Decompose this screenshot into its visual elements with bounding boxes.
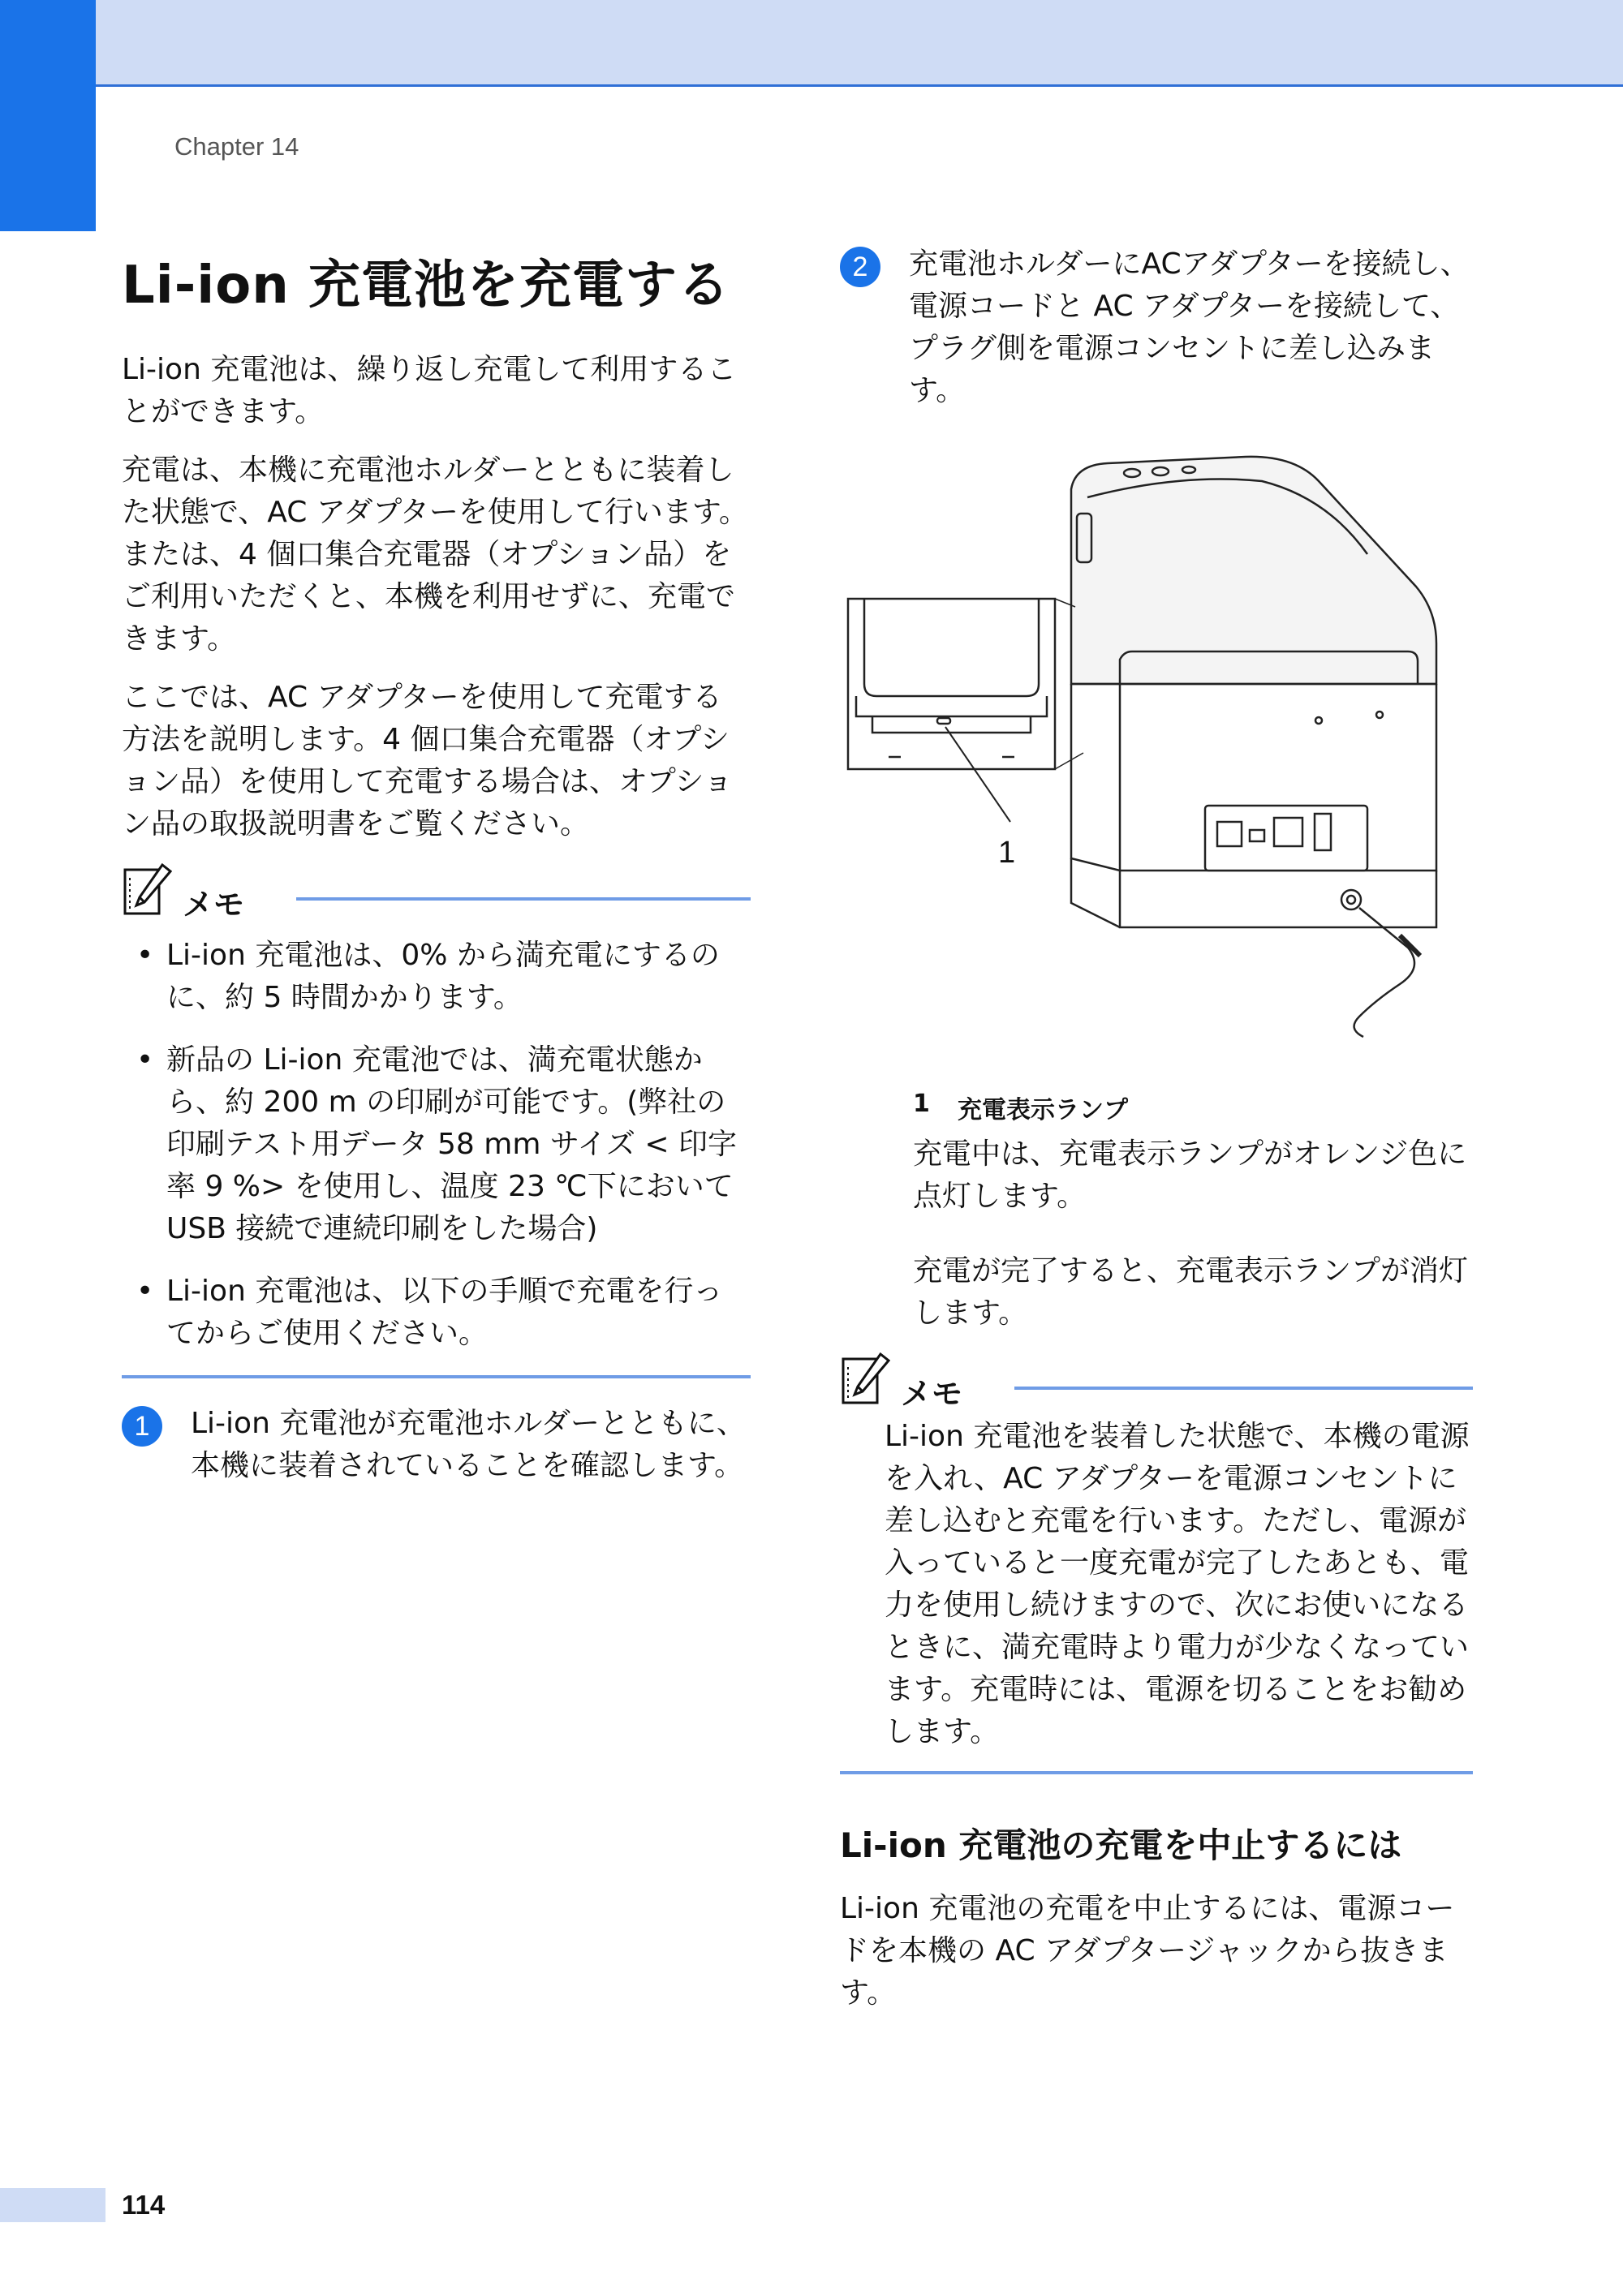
memo-pencil-icon (122, 862, 172, 918)
figure-legend (913, 1090, 1473, 1125)
memo-label: メモ (901, 1376, 963, 1412)
intro-paragraph-3: ここでは、AC アダプターを使用して充電する方法を説明します。4 個口集合充電器（オプション品）を使用して充電する場合は、オプション品の取扱説明書をご覧ください。 (122, 681, 733, 841)
memo-label: メモ (183, 887, 245, 922)
printer-illustration (840, 449, 1457, 1073)
step-1-text: Li-ion 充電池が充電池ホルダーとともに、本機に装着されていることを確認します。 (191, 1407, 746, 1482)
memo-end-rule (122, 1375, 751, 1378)
page-number: 114 (122, 2190, 166, 2220)
section-paragraph: Li-ion 充電池の充電を中止するには、電源コードを本機の AC アダプタージャックから抜きます。 (840, 1892, 1455, 2010)
intro-paragraph-1: Li-ion 充電池は、繰り返し充電して利用することができます。 (122, 353, 737, 428)
memo-rule (1014, 1387, 1473, 1390)
memo-end-rule (840, 1771, 1473, 1774)
header-rule (96, 84, 1623, 87)
chapter-label: Chapter 14 (174, 132, 299, 161)
memo-item: • 新品の Li-ion 充電池では、満充電状態から、約 200 m の印刷が可能です。(弊社の印刷テスト用データ 58 mm サイズ < 印字率 9 %> を使用し、温度 23 ℃下において USB 接続で連続印刷をした場合) (122, 1039, 751, 1250)
legend-text: 充電表示ランプ (958, 1096, 1128, 1124)
memo-item: • Li-ion 充電池は、0% から満充電にするのに、約 5 時間かかります。 (122, 935, 751, 1019)
step-1 (122, 1403, 751, 1487)
memo-text: Li-ion 充電池を装着した状態で、本機の電源を入れ、AC アダプターを電源コンセントに差し込むと充電を行います。ただし、電源が入っていると一度充電が完了したあとも、電力を使用し続けますので、次にお使いになるときに、満充電時より電力が少なくなっています。充電時には、電源を切ることをお勧めします。 (885, 1420, 1470, 1748)
printer-charging-diagram (840, 449, 1457, 1073)
step-number-badge: 1 (122, 1406, 162, 1447)
intro-paragraph-2: 充電は、本機に充電池ホルダーとともに装着した状態で、AC アダプターを使用して行います。または、4 個口集合充電器（オプション品）をご利用いただくと、本機を利用せずに、充電できます。 (122, 454, 748, 656)
step-2-text: 充電池ホルダーにACアダプターを接続し、電源コードと AC アダプターを接続して、プラグ側を電源コンセントに差し込みます。 (909, 247, 1470, 407)
legend-number: 1 (913, 1090, 930, 1118)
step-2 (840, 243, 1473, 412)
section-subheading: Li-ion 充電池の充電を中止するには (840, 1825, 1402, 1865)
memo-list (122, 935, 751, 1355)
left-column (122, 243, 751, 1487)
right-column (840, 243, 1473, 2031)
memo-pencil-icon (840, 1351, 890, 1408)
lamp-desc-charging: 充電中は、充電表示ランプがオレンジ色に点灯します。 (913, 1137, 1467, 1213)
memo-item: • Li-ion 充電池は、以下の手順で充電を行ってからご使用ください。 (122, 1271, 751, 1355)
memo-rule (296, 897, 751, 901)
chapter-side-tab (0, 0, 96, 231)
step-number-badge: 2 (840, 247, 880, 287)
memo-header (122, 862, 751, 927)
lamp-desc-complete: 充電が完了すると、充電表示ランプが消灯します。 (913, 1254, 1469, 1330)
page-title: Li-ion 充電池を充電する (122, 256, 731, 316)
page-number-tab (0, 2188, 105, 2222)
header-band (0, 0, 1623, 85)
callout-number: 1 (998, 836, 1016, 870)
memo-header (840, 1351, 1473, 1416)
